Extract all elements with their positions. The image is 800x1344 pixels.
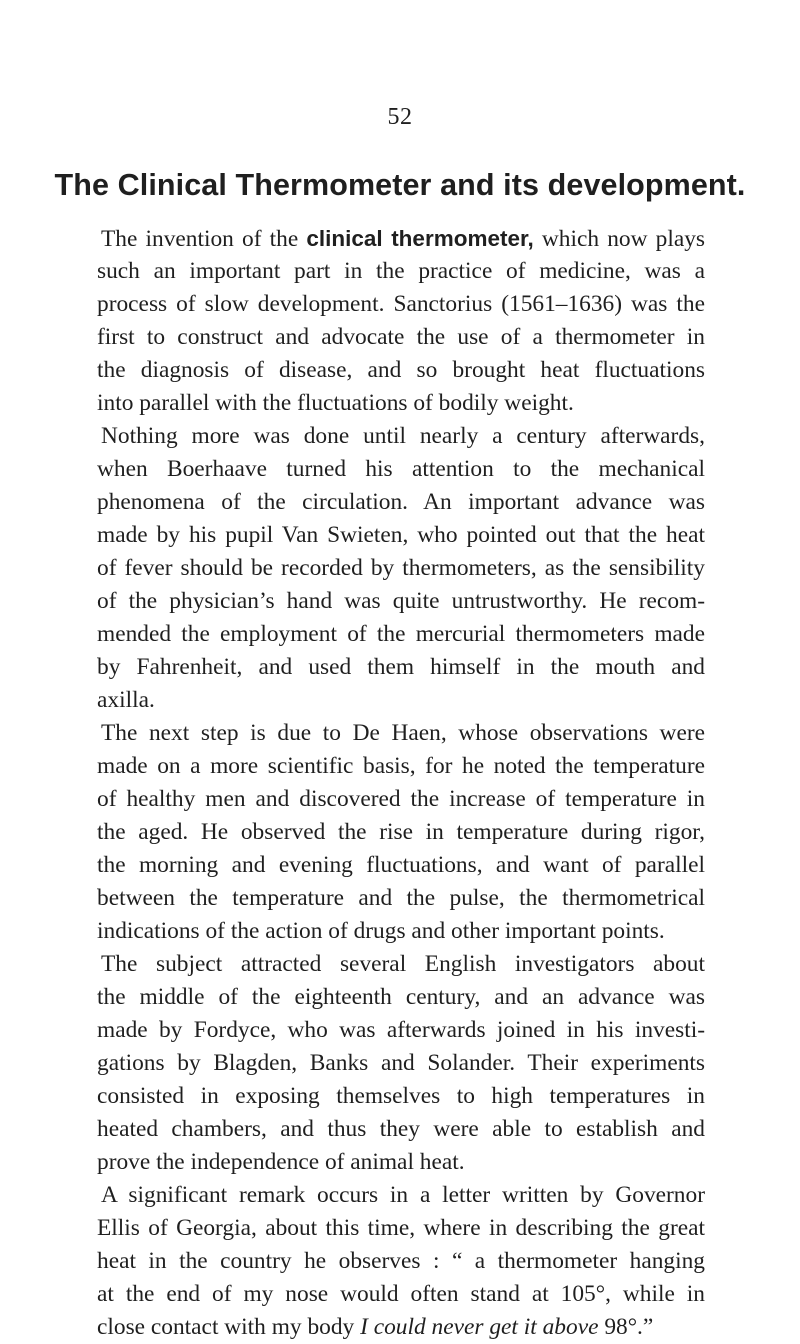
text-line: made on a more scientific basis, for he noted the temperature: [97, 753, 705, 779]
paragraph: [97, 948, 705, 1179]
text-line: phenomena of the circulation. An important advance was: [97, 489, 705, 515]
text-line: by Fahrenheit, and used them himself in the mouth and: [97, 654, 705, 680]
paragraph: [97, 222, 705, 420]
text-line: the aged. He observed the rise in temperature during rigor,: [97, 819, 705, 845]
text-line: the diagnosis of disease, and so brought heat fluctuations: [97, 357, 705, 383]
text-line: [97, 1311, 705, 1344]
text-line: process of slow development. Sanctorius (1561–1636) was the: [97, 291, 705, 317]
text-line: between the temperature and the pulse, the thermometrical: [97, 885, 705, 911]
text-line: of fever should be recorded by thermometers, as the sensibility: [97, 555, 705, 581]
text-line: heated chambers, and thus they were able to establish and: [97, 1116, 705, 1142]
text-line: made by Fordyce, who was afterwards joined in his investi-: [97, 1017, 705, 1043]
text-line: A significant remark occurs in a letter written by Governor: [101, 1182, 705, 1208]
text-line: indications of the action of drugs and other important points.: [97, 918, 665, 944]
text-line: gations by Blagden, Banks and Solander. Their experiments: [97, 1050, 705, 1076]
paragraph: [97, 717, 705, 948]
text-line: Nothing more was done until nearly a century afterwards,: [101, 423, 705, 449]
text-line: at the end of my nose would often stand at 105°, while in: [97, 1281, 705, 1307]
bold-term: clinical thermometer,: [306, 226, 534, 251]
body-text: [97, 222, 705, 1344]
page-number: 52: [387, 104, 413, 130]
text-line: The subject attracted several English investigators about: [101, 951, 705, 977]
text-line: of the physician’s hand was quite untrustworthy. He recom-: [97, 588, 705, 614]
text-line: mended the employment of the mercurial thermometers made: [97, 621, 705, 647]
text-line: consisted in exposing themselves to high temperatures in: [97, 1083, 705, 1109]
text-run: 98°.”: [598, 1314, 654, 1340]
text-line: of healthy men and discovered the increase of temperature in: [97, 786, 705, 812]
text-run: which now plays: [533, 226, 705, 252]
text-line: when Boerhaave turned his attention to the mechanical: [97, 456, 705, 482]
text-run: The invention of the: [101, 226, 307, 252]
text-line: the middle of the eighteenth century, and an advance was: [97, 984, 705, 1010]
text-line: [97, 222, 705, 255]
text-run: close contact with my body: [97, 1314, 361, 1340]
italic-phrase: I could never get it above: [360, 1314, 599, 1340]
text-line: into parallel with the fluctuations of bodily weight.: [97, 390, 574, 416]
text-line: The next step is due to De Haen, whose observations were: [101, 720, 705, 746]
section-heading: The Clinical Thermometer and its development.: [54, 168, 746, 202]
text-line: such an important part in the practice of medicine, was a: [97, 258, 705, 284]
text-line: axilla.: [97, 687, 155, 713]
text-line: Ellis of Georgia, about this time, where in describing the great: [97, 1215, 705, 1241]
paragraph: [97, 1179, 705, 1344]
paragraph: [97, 420, 705, 717]
text-line: prove the independence of animal heat.: [97, 1149, 465, 1175]
text-line: the morning and evening fluctuations, and want of parallel: [97, 852, 705, 878]
text-line: first to construct and advocate the use of a thermometer in: [97, 324, 705, 350]
text-line: heat in the country he observes : “ a thermometer hanging: [97, 1248, 705, 1274]
text-line: made by his pupil Van Swieten, who pointed out that the heat: [97, 522, 705, 548]
